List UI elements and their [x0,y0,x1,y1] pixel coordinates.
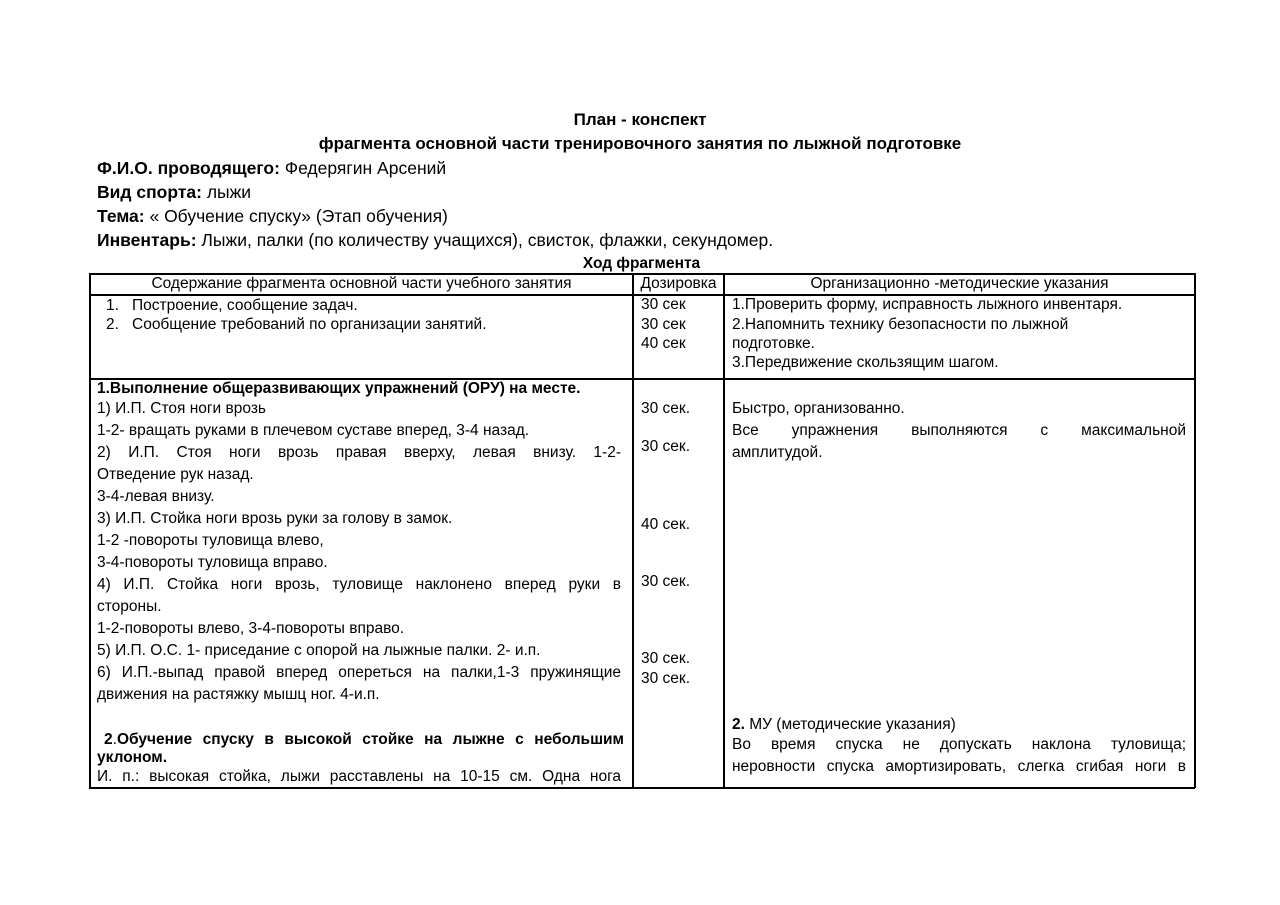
exercise-line: 1-2 -повороты туловища влево, [97,532,324,549]
inventory-value: Лыжи, палки (по количеству учащихся), свисток, флажки, секундомер. [196,230,774,250]
table-caption: Ход фрагмента [582,255,701,272]
header-content: Содержание фрагмента основной части учебного занятия [151,275,572,292]
table-column-divider-2 [723,273,725,788]
row2-method: амплитудой. [732,444,823,461]
section2-text: И. п.: высокая стойка, лыжи расставлены на 10-15 см. Одна нога [97,768,621,785]
exercise-line: 5) И.П. О.С. 1- приседание с опорой на лыжные палки. 2- и.п. [97,642,541,659]
inventory-label: Инвентарь: [97,230,197,250]
row1-dose: 30 сек [641,316,686,333]
section1-title: 1.Выполнение общеразвивающих упражнений (ОРУ) на месте. [97,380,581,397]
exercise-line: 3) И.П. Стойка ноги врозь руки за голову в замок. [97,510,453,527]
list-item-number: 1. [106,297,119,314]
row1-dose: 30 сек [641,296,686,313]
section2-title-cont: уклоном. [97,749,168,766]
row1-method: 1.Проверить форму, исправность лыжного инвентаря. [732,296,1123,313]
header-methods: Организационно -методические указания [810,275,1109,292]
list-item-text: Построение, сообщение задач. [132,297,358,314]
row1-method: 2.Напомнить технику безопасности по лыжной [732,316,1069,333]
row2-dose: 40 сек. [641,516,691,533]
exercise-line: 4) И.П. Стойка ноги врозь, туловище наклонено вперед руки в [97,576,621,593]
header-dosage: Дозировка [640,275,717,292]
row2-dose: 30 сек. [641,400,691,417]
list-item-number: 2. [106,316,119,333]
fio-line [97,158,446,179]
page-subtitle: фрагмента основной части тренировочного занятия по лыжной подготовке [318,134,962,153]
row2-method: Быстро, организованно. [732,400,905,417]
section2-number: 2 [104,731,113,748]
mu-line: неровности спуска амортизировать, слегка сгибая ноги в [732,758,1186,775]
exercise-line: Отведение рук назад. [97,466,254,483]
table-border-right [1194,273,1196,788]
mu-line: Во время спуска не допускать наклона туловища; [732,736,1186,753]
list-item-text: Сообщение требований по организации занятий. [132,316,487,333]
mu-number: 2. [732,716,745,733]
exercise-line: 1-2- вращать руками в плечевом суставе вперед, 3-4 назад. [97,422,530,439]
table-border-left [89,273,91,788]
exercise-line: 3-4-левая внизу. [97,488,215,505]
row2-method: Все упражнения выполняются с максимальной [732,422,1186,439]
page-title: План - конспект [573,110,707,129]
row2-dose: 30 сек. [641,573,691,590]
row1-method: 3.Передвижение скользящим шагом. [732,354,999,371]
section2-title-text: Обучение спуску в высокой стойке на лыжне с небольшим [116,731,624,748]
exercise-line: движения на растяжку мышц ног. 4-и.п. [97,686,380,703]
table-column-divider-1 [632,273,634,788]
sport-value: лыжи [201,182,252,202]
mu-heading [732,716,956,734]
row2-dose: 30 сек. [641,438,691,455]
row2-dose: 30 сек. [641,650,691,667]
sport-label: Вид спорта: [97,182,202,202]
topic-line [97,206,448,227]
exercise-line: 2) И.П. Стоя ноги врозь правая вверху, левая внизу. 1-2- [97,444,621,461]
exercise-line: 1) И.П. Стоя ноги врозь [97,400,267,417]
row1-dose: 40 сек [641,335,686,352]
exercise-line: 6) И.П.-выпад правой вперед опереться на палки,1-3 пружинящие [97,664,621,681]
fio-label: Ф.И.О. проводящего: [97,158,280,178]
topic-label: Тема: [97,206,145,226]
table-border-bottom [89,787,1195,789]
exercise-line: стороны. [97,598,162,615]
exercise-line: 1-2-повороты влево, 3-4-повороты вправо. [97,620,405,637]
section2-title [104,731,624,749]
exercise-line: 3-4-повороты туловища вправо. [97,554,328,571]
section2-dot: . [112,731,117,748]
fio-value: Федерягин Арсений [279,158,447,178]
row1-method: подготовке. [732,335,815,352]
sport-line [97,182,251,203]
inventory-line [97,230,773,251]
row2-dose: 30 сек. [641,670,691,687]
mu-heading-text: МУ (методические указания) [744,716,956,733]
topic-value: « Обучение спуску» (Этап обучения) [144,206,448,226]
